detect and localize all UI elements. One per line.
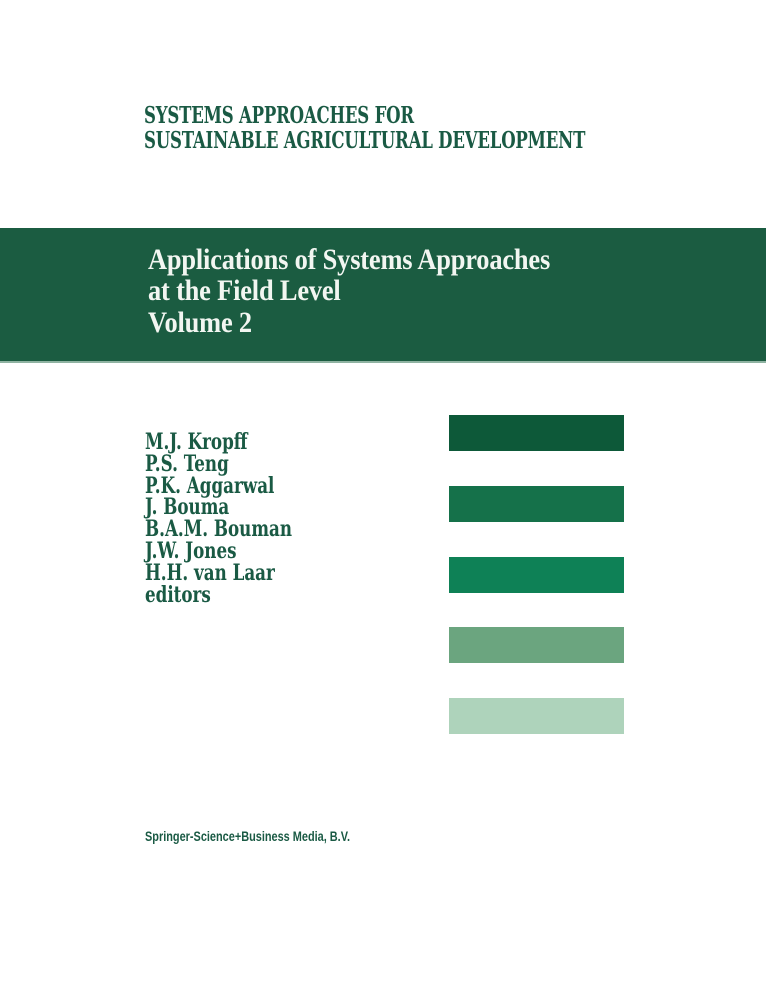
book-title-line2: at the Field Level xyxy=(148,274,341,308)
publisher-name: Springer-Science+Business Media, B.V. xyxy=(145,828,351,844)
editor-name: P.K. Aggarwal xyxy=(145,472,275,499)
color-bar-2 xyxy=(449,486,624,522)
series-title-line2: SUSTAINABLE AGRICULTURAL DEVELOPMENT xyxy=(144,126,586,154)
editor-name: M.J. Kropff xyxy=(145,429,248,455)
book-title-line1: Applications of Systems Approaches xyxy=(148,243,551,276)
color-bar-3 xyxy=(449,557,624,593)
editor-name: H.H. van Laar xyxy=(145,559,275,586)
editors-list xyxy=(145,429,293,608)
book-title xyxy=(148,244,550,338)
series-title xyxy=(144,104,585,153)
book-title-line3: Volume 2 xyxy=(148,305,252,339)
title-banner xyxy=(0,228,766,363)
editor-name: J.W. Jones xyxy=(145,537,237,564)
editors-role-label: editors xyxy=(145,581,211,608)
editor-name: J. Bouma xyxy=(145,494,230,521)
series-title-line1: SYSTEMS APPROACHES FOR xyxy=(144,102,414,129)
editor-name: P.S. Teng xyxy=(145,450,229,477)
editor-name: B.A.M. Bouman xyxy=(145,516,293,543)
decorative-color-bars xyxy=(449,415,624,769)
color-bar-1 xyxy=(449,415,624,451)
color-bar-4 xyxy=(449,627,624,663)
color-bar-5 xyxy=(449,698,624,734)
